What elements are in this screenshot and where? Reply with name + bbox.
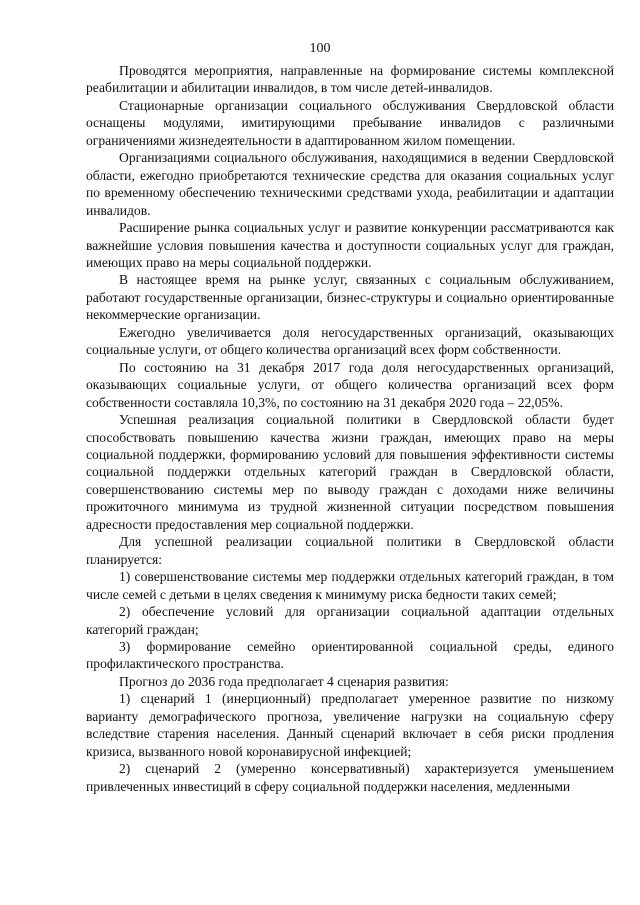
list-item: 2) обеспечение условий для организации социальной адаптации отдельных категорий граждан; (86, 604, 614, 637)
paragraph: Расширение рынка социальных услуг и развитие конкуренции рассматриваются как важнейшие условия повышения качества и доступности социальных услуг для граждан, имеющих право на меры социальной поддержки. (86, 220, 614, 270)
list-item: 1) сценарий 1 (инерционный) предполагает умеренное развитие по низкому варианту демографического прогноза, увеличение нагрузки на социальную сферу вследствие старения населения. Данный сценарий включает в себя риски продления кризиса, вызванного новой коронавирусной инфекцией; (86, 691, 614, 759)
paragraph: В настоящее время на рынке услуг, связанных с социальным обслуживанием, работают государственные организации, бизнес-структуры и социально ориентированные некоммерческие организации. (86, 272, 614, 323)
paragraph: По состоянию на 31 декабря 2017 года доля негосударственных организаций, оказывающих социальные услуги, от общего количества организаций всех форм собственности составляла 10,3%, по состоянию на 31 декабря 2020 года – 22,05%. (86, 359, 614, 410)
paragraph: Прогноз до 2036 года предполагает 4 сценария развития: (119, 673, 449, 689)
document-body (86, 62, 614, 795)
page-number: 100 (309, 41, 331, 56)
paragraph: Успешная реализация социальной политики в Свердловской области будет способствовать повышению качества жизни граждан, имеющих право на меры социальной поддержки, формированию условий для повышения эффективности системы социальной поддержки отдельных категорий граждан в Свердловской области, совершенствованию системы мер по выводу граждан с доходами ниже величины прожиточного минимума из трудной жизненной ситуации посредством повышения адресности предоставления мер социальной поддержки. (86, 412, 614, 532)
paragraph: Проводятся мероприятия, направленные на формирование системы комплексной реабилитации и абилитации инвалидов, в том числе детей-инвалидов. (86, 63, 614, 96)
paragraph: Стационарные организации социального обслуживания Свердловской области оснащены модулями, имитирующими пребывание инвалидов с различными ограничениями жизнедеятельности в адаптированном жилом помещении. (86, 97, 614, 148)
paragraph: Для успешной реализации социальной политики в Свердловской области планируется: (86, 534, 614, 567)
list-item: 2) сценарий 2 (умеренно консервативный) характеризуется уменьшением привлеченных инвестиций в сферу социальной поддержки населения, медленными (86, 761, 614, 794)
list-item: 3) формирование семейно ориентированной социальной среды, единого профилактического пространства. (86, 638, 614, 672)
paragraph: Организациями социального обслуживания, находящимися в ведении Свердловской области, ежегодно приобретаются технические средства для оказания социальных услуг по временному обеспечению техническими средствами ухода, реабилитации и адаптации инвалидов. (86, 150, 614, 218)
paragraph: Ежегодно увеличивается доля негосударственных организаций, оказывающих социальные услуги, от общего количества организаций всех форм собственности. (86, 324, 614, 358)
list-item: 1) совершенствование системы мер поддержки отдельных категорий граждан, в том числе семей с детьми в целях сведения к минимуму риска бедности таких семей; (86, 569, 614, 602)
